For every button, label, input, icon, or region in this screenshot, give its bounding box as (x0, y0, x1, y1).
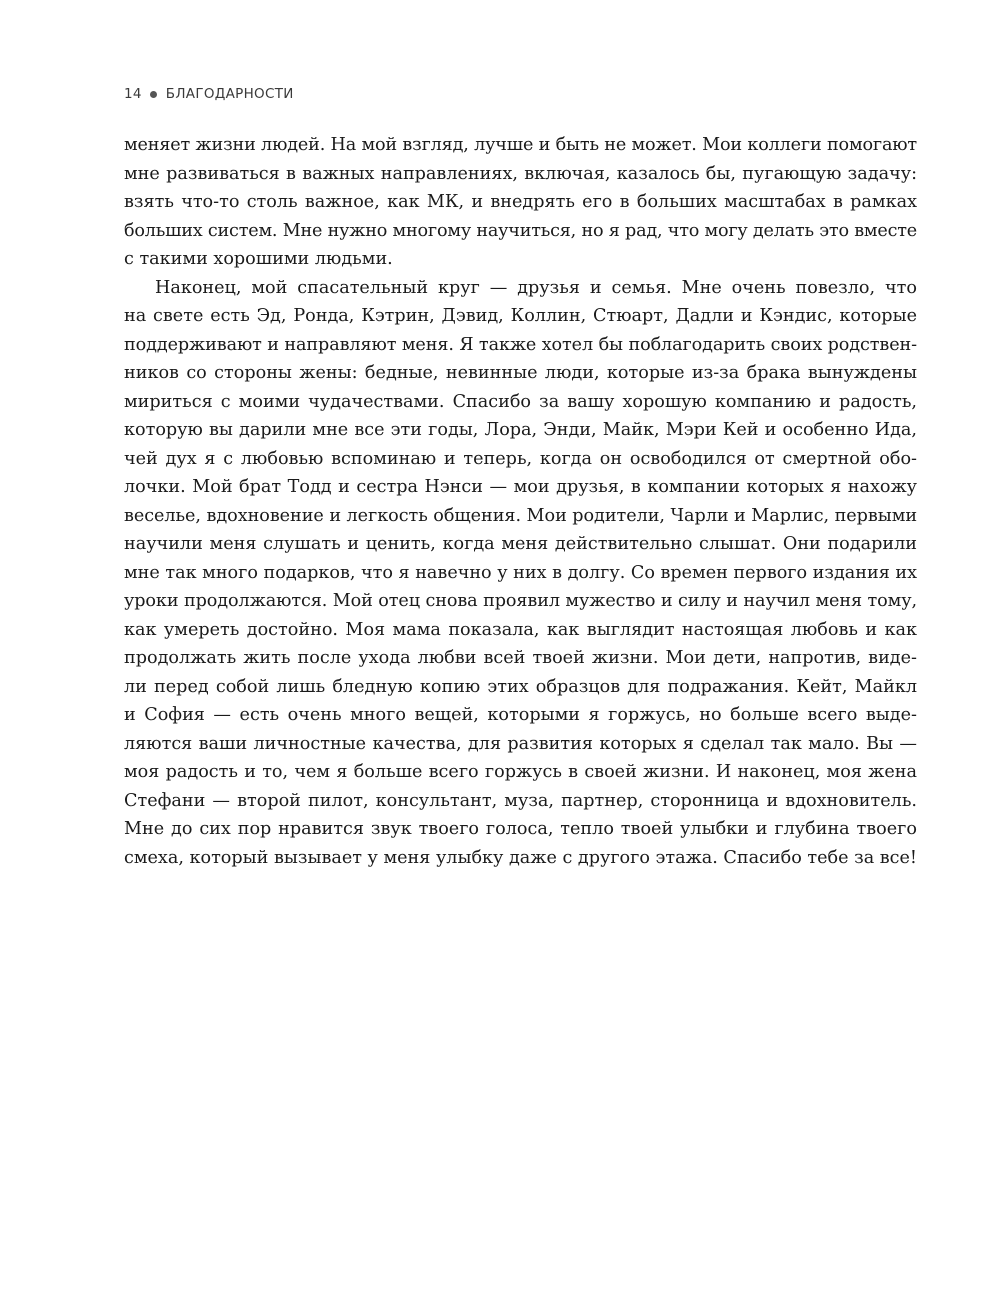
text-line: и София — есть очень много вещей, которыми я горжусь, но больше всего выде- (124, 705, 917, 725)
page-number: 14 (124, 86, 142, 102)
text-line: ли перед собой лишь бледную копию этих образцов для подражания. Кейт, Майкл (124, 676, 917, 697)
text-line: как умереть достойно. Моя мама показала, как выглядит настоящая любовь и как (124, 619, 917, 640)
text-line: продолжать жить после ухода любви всей твоей жизни. Мои дети, напротив, виде- (124, 648, 917, 668)
text-line: уроки продолжаются. Мой отец снова проявил мужество и силу и научил меня тому, (124, 591, 918, 611)
text-line: с такими хорошими людьми. (124, 249, 393, 269)
running-head (124, 86, 294, 102)
text-line: чей дух я с любовью вспоминаю и теперь, когда он освободился от смертной обо- (124, 448, 917, 469)
text-line: которую вы дарили мне все эти годы, Лора, Энди, Майк, Мэри Кей и особенно Ида, (124, 420, 917, 440)
text-line: научили меня слушать и ценить, когда меня действительно слышат. Они подарили (124, 534, 917, 554)
text-line: на свете есть Эд, Ронда, Кэтрин, Дэвид, Коллин, Стюарт, Дадли и Кэндис, которые (124, 306, 917, 326)
text-line: моя радость и то, чем я больше всего горжусь в своей жизни. И наконец, моя жена (124, 762, 917, 782)
text-line: ников со стороны жены: бедные, невинные люди, которые из-за брака вынуждены (124, 363, 917, 383)
text-line: мне так много подарков, что я навечно у них в долгу. Со времен первого издания их (124, 562, 918, 583)
text-line: лочки. Мой брат Тодд и сестра Нэнси — мои друзья, в компании которых я нахожу (124, 477, 917, 497)
text-line: мне развиваться в важных направлениях, включая, казалось бы, пугающую задачу: (124, 163, 917, 184)
text-line: больших систем. Мне нужно многому научиться, но я рад, что могу делать это вместе (124, 220, 917, 241)
text-line: Стефани — второй пилот, консультант, муза, партнер, сторонница и вдохновитель. (124, 790, 917, 811)
text-line: меняет жизни людей. На мой взгляд, лучше и быть не может. Мои коллеги помогают (124, 135, 917, 155)
bullet-separator-icon (150, 91, 157, 98)
text-line: смеха, который вызывает у меня улыбку даже с другого этажа. Спасибо тебе за все! (124, 847, 917, 868)
text-line: веселье, вдохновение и легкость общения. Мои родители, Чарли и Марлис, первыми (124, 505, 918, 526)
text-line: Наконец, мой спасательный круг — друзья и семья. Мне очень повезло, что (155, 277, 917, 298)
paragraph-2 (124, 274, 917, 873)
text-line: Мне до сих пор нравится звук твоего голоса, тепло твоей улыбки и глубина твоего (124, 819, 917, 839)
text-line: поддерживают и направляют меня. Я также хотел бы поблагодарить своих родствен- (124, 334, 917, 355)
text-line: взять что-то столь важное, как МК, и внедрять его в больших масштабах в рамках (124, 192, 917, 212)
text-line: ляются ваши личностные качества, для развития которых я сделал так мало. Вы — (124, 733, 917, 754)
section-title: БЛАГОДАРНОСТИ (165, 86, 294, 102)
body-text (124, 131, 917, 872)
text-line: мириться с моими чудачествами. Спасибо за вашу хорошую компанию и радость, (124, 391, 917, 412)
paragraph-1 (124, 131, 917, 274)
